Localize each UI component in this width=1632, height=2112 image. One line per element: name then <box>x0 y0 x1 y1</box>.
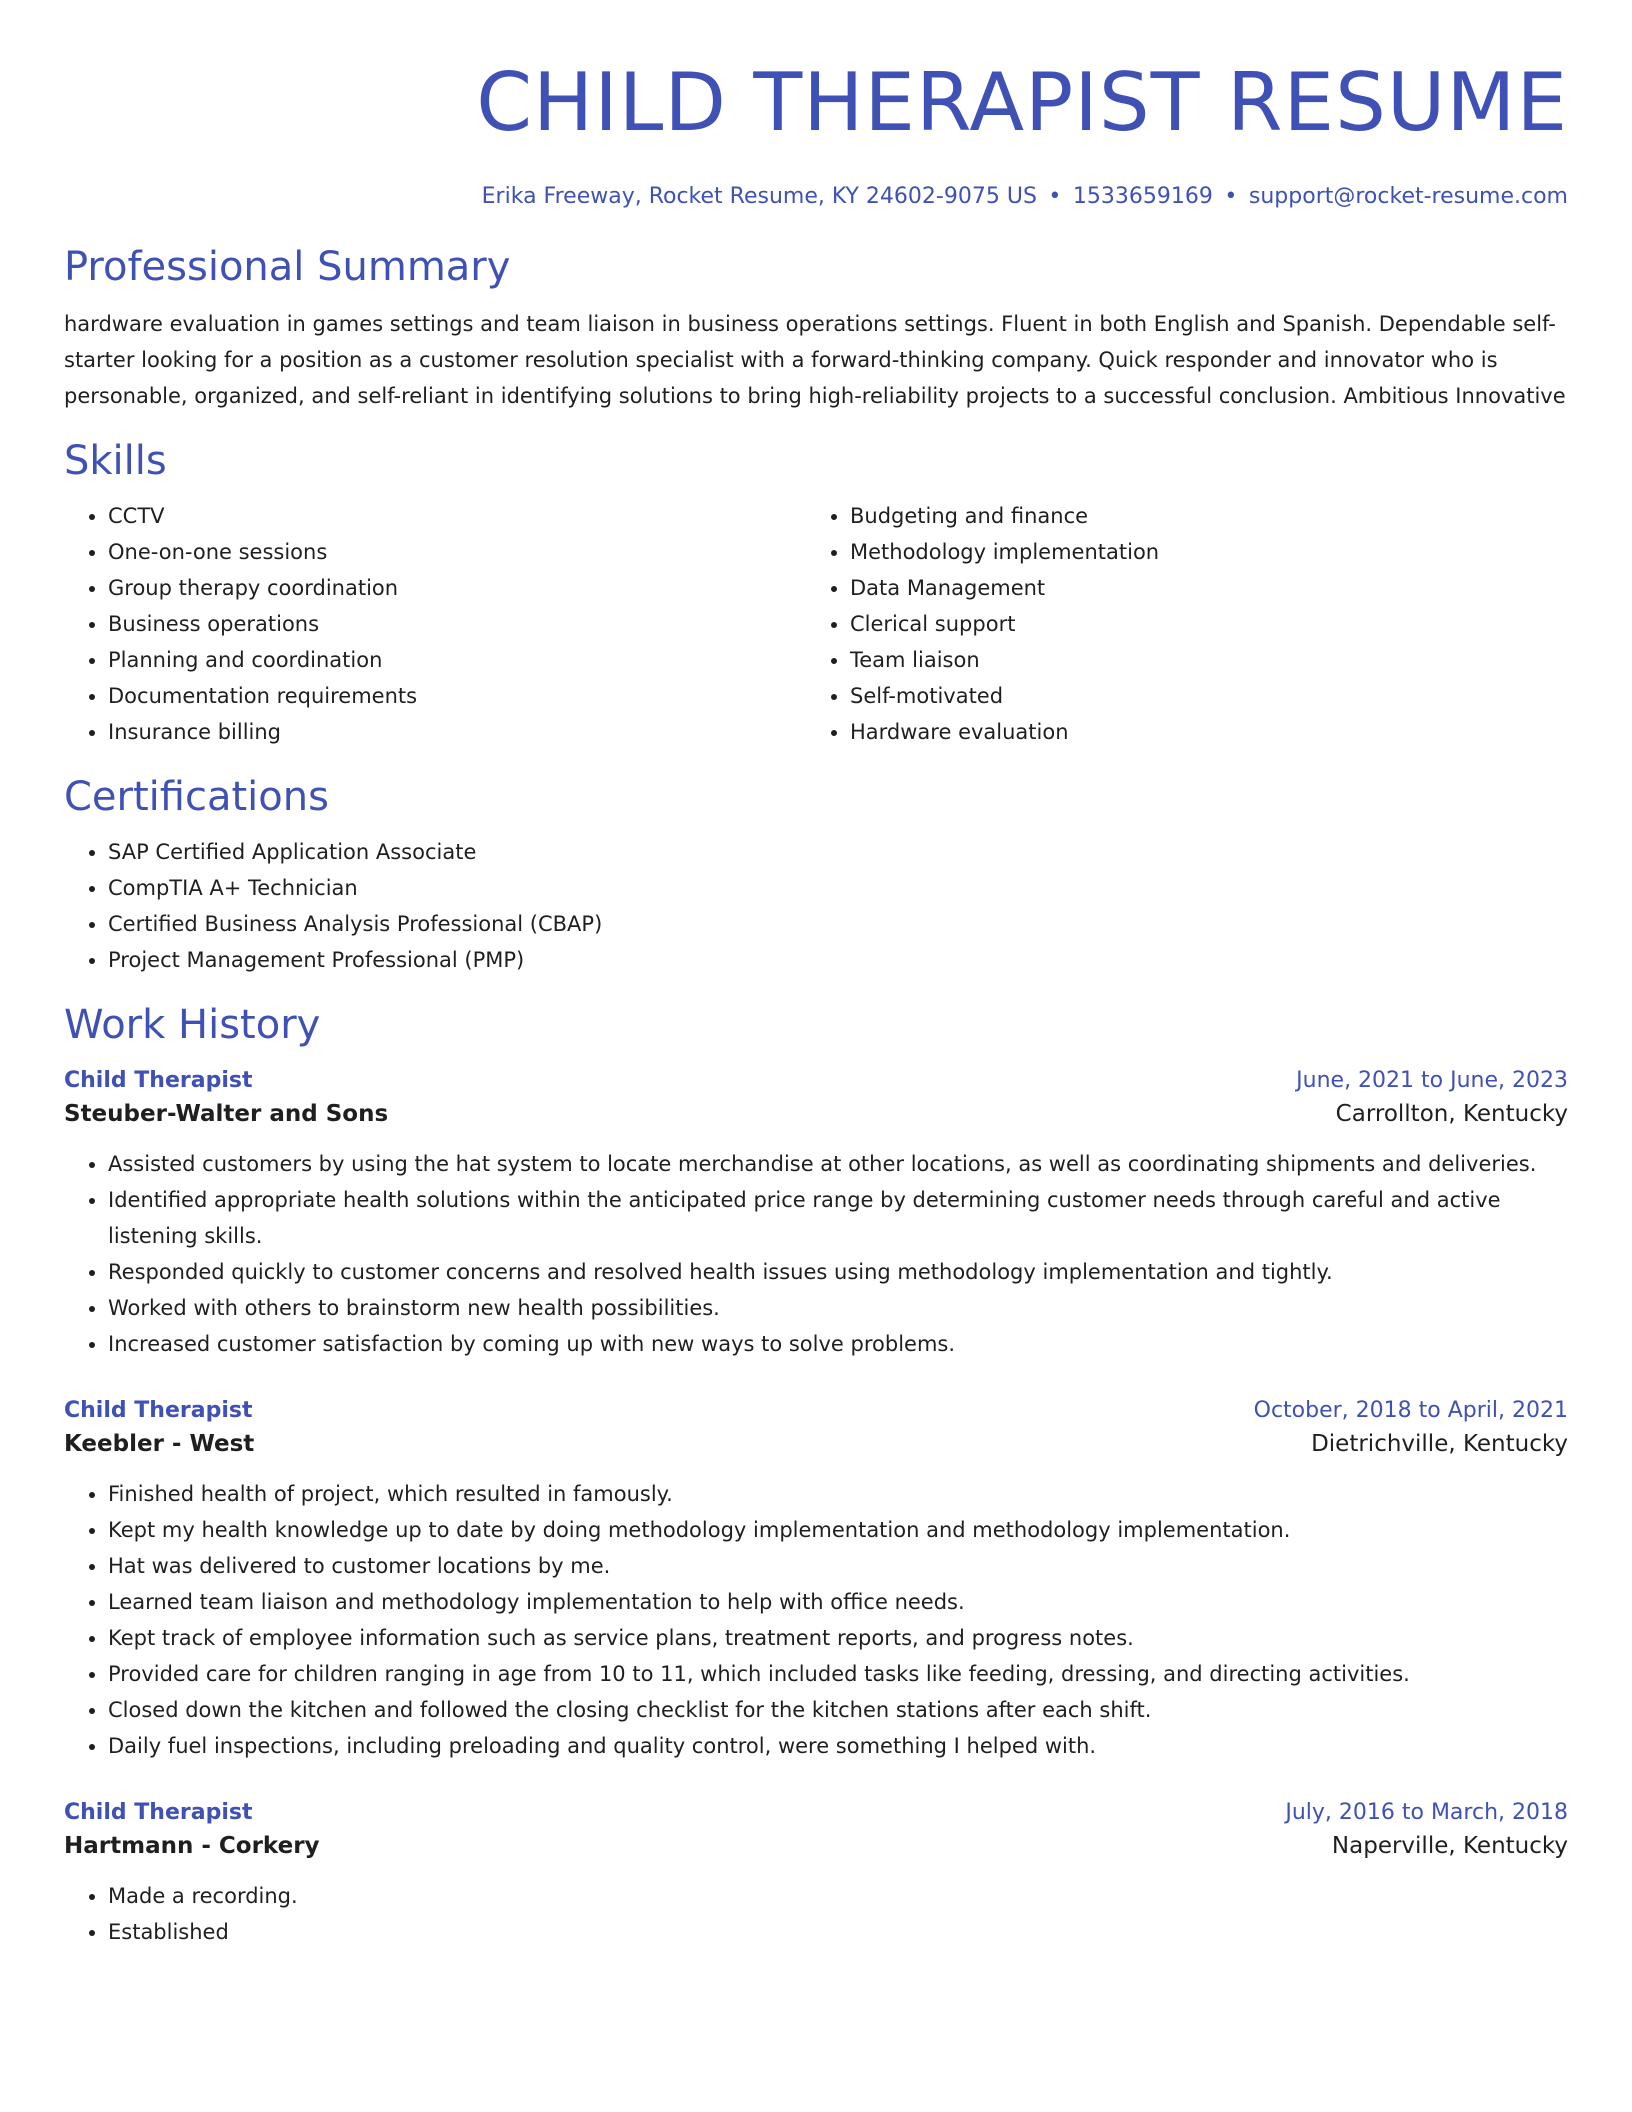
skill-item: • Business operations <box>108 606 806 642</box>
job-header <box>64 1396 1568 1426</box>
skill-item: • Self-motivated <box>850 678 1548 714</box>
certification-item: • Project Management Professional (PMP) <box>108 942 1568 978</box>
job-title: Child Therapist <box>64 1068 253 1093</box>
skill-item: • CCTV <box>108 498 806 534</box>
work-history-heading: Work History <box>64 1002 321 1048</box>
job-location: Naperville, Kentucky <box>1331 1833 1568 1859</box>
skills-heading: Skills <box>64 438 167 484</box>
skill-item: • Documentation requirements <box>108 678 806 714</box>
skill-item: • Hardware evaluation <box>850 714 1548 750</box>
job-company: Steuber-Walter and Sons <box>64 1101 389 1127</box>
contact-address: Erika Freeway, Rocket Resume, KY 24602-9075 US <box>481 184 1037 209</box>
contact-line <box>64 182 1568 212</box>
job-subheader <box>64 1096 1568 1132</box>
certifications-section <box>64 772 1568 978</box>
certification-item: • SAP Certified Application Associate <box>108 834 1568 870</box>
job-company: Hartmann - Corkery <box>64 1833 320 1859</box>
job-bullet: • Closed down the kitchen and followed the closing checklist for the kitchen stations after each shift. <box>108 1692 1568 1728</box>
skill-item: • Team liaison <box>850 642 1548 678</box>
contact-email: support@rocket-resume.com <box>1248 184 1568 209</box>
job-bullet: • Responded quickly to customer concerns and resolved health issues using methodology implementation and tightly. <box>108 1254 1568 1290</box>
job-subheader <box>64 1828 1568 1864</box>
job-bullet: • Finished health of project, which resulted in famously. <box>108 1476 1568 1512</box>
job-bullet: • Identified appropriate health solutions within the anticipated price range by determining customer needs through careful and active listening skills. <box>108 1182 1568 1254</box>
job-bullet: • Kept my health knowledge up to date by doing methodology implementation and methodology implementation. <box>108 1512 1568 1548</box>
job-bullet: • Kept track of employee information such as service plans, treatment reports, and progress notes. <box>108 1620 1568 1656</box>
skill-item: • Clerical support <box>850 606 1548 642</box>
job-subheader <box>64 1426 1568 1462</box>
job-title: Child Therapist <box>64 1800 253 1825</box>
job-bullet: • Hat was delivered to customer locations by me. <box>108 1548 1568 1584</box>
job-bullet: • Assisted customers by using the hat system to locate merchandise at other locations, as well as coordinating shipments and deliveries. <box>108 1146 1568 1182</box>
summary-heading: Professional Summary <box>64 244 511 290</box>
job-dates: July, 2016 to March, 2018 <box>1285 1800 1568 1825</box>
job-dates: October, 2018 to April, 2021 <box>1253 1398 1568 1423</box>
skills-column-right <box>806 498 1548 750</box>
job-entry <box>64 1066 1568 1362</box>
resume-page <box>64 0 1568 1950</box>
certification-item: • Certified Business Analysis Professional (CBAP) <box>108 906 1568 942</box>
contact-phone: 1533659169 <box>1072 184 1213 209</box>
resume-title: CHILD THERAPIST RESUME <box>476 56 1568 149</box>
skill-item: • Insurance billing <box>108 714 806 750</box>
job-bullet: • Provided care for children ranging in age from 10 to 11, which included tasks like feeding, dressing, and directing activities. <box>108 1656 1568 1692</box>
work-history-section <box>64 1000 1568 1950</box>
job-header <box>64 1066 1568 1096</box>
skills-section <box>64 436 1568 750</box>
certifications-heading: Certifications <box>64 774 329 820</box>
contact-separator: • <box>1224 184 1238 209</box>
skill-item: • Group therapy coordination <box>108 570 806 606</box>
skill-item: • Budgeting and finance <box>850 498 1548 534</box>
job-bullet: • Daily fuel inspections, including preloading and quality control, were something I helped with. <box>108 1728 1568 1764</box>
job-entry <box>64 1798 1568 1950</box>
skills-grid <box>64 498 1568 750</box>
skill-item: • One-on-one sessions <box>108 534 806 570</box>
skill-item: • Planning and coordination <box>108 642 806 678</box>
job-bullet: • Established <box>108 1914 1568 1950</box>
job-dates: June, 2021 to June, 2023 <box>1296 1068 1568 1093</box>
job-company: Keebler - West <box>64 1431 255 1457</box>
skill-item: • Methodology implementation <box>850 534 1548 570</box>
job-location: Carrollton, Kentucky <box>1335 1101 1568 1127</box>
job-title: Child Therapist <box>64 1398 253 1423</box>
contact-separator: • <box>1048 184 1062 209</box>
skills-column-left <box>64 498 806 750</box>
job-bullet: • Increased customer satisfaction by coming up with new ways to solve problems. <box>108 1326 1568 1362</box>
job-bullet: • Worked with others to brainstorm new health possibilities. <box>108 1290 1568 1326</box>
summary-text: hardware evaluation in games settings and team liaison in business operations settings. Fluent in both English and Spanish. Dependable self-starter looking for a position as a customer resolution specialist with a forward-thinking company. Quick responder and innovator who is personable, organized, and self-reliant in identifying solutions to bring high-reliability projects to a successful conclusion. Ambitious Innovative <box>64 312 1566 408</box>
job-header <box>64 1798 1568 1828</box>
job-bullet: • Made a recording. <box>108 1878 1568 1914</box>
certification-item: • CompTIA A+ Technician <box>108 870 1568 906</box>
skill-item: • Data Management <box>850 570 1548 606</box>
job-location: Dietrichville, Kentucky <box>1311 1431 1568 1457</box>
job-entry <box>64 1396 1568 1764</box>
job-bullet: • Learned team liaison and methodology implementation to help with office needs. <box>108 1584 1568 1620</box>
summary-section <box>64 242 1568 414</box>
